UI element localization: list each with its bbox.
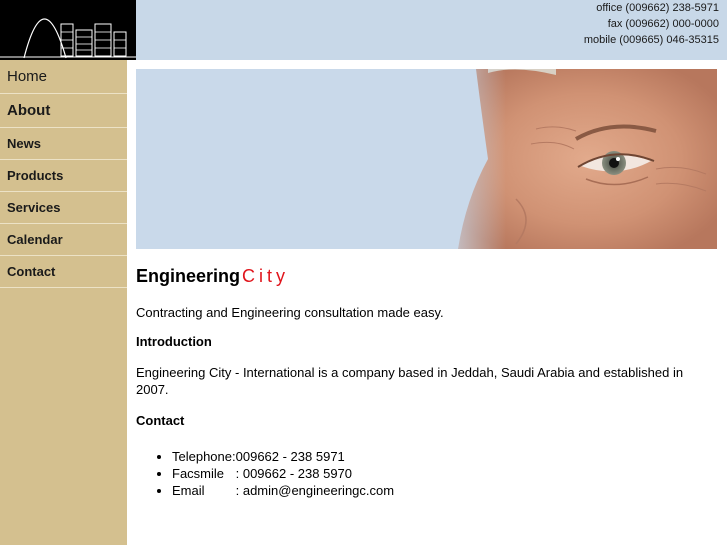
nav-calendar[interactable]: Calendar [0,224,127,256]
intro-text: Engineering City - International is a company based in Jeddah, Saudi Arabia and established in 2007. [136,365,684,397]
intro-heading: Introduction [136,334,212,349]
nav-services[interactable]: Services [0,192,127,224]
contact-label: Telephone: [172,449,236,464]
contact-label: Facsmile [172,466,225,481]
tagline: Contracting and Engineering consultation made easy. [136,305,444,320]
contact-list [136,448,696,499]
main-content [136,262,696,499]
list-item [172,482,696,499]
site-logo[interactable] [0,0,136,60]
nav-contact[interactable]: Contact [0,256,127,288]
contact-label: Email [172,483,205,498]
nav-news[interactable]: News [0,128,127,160]
title-engineering: Engineering [136,266,241,286]
header-contact-info [584,0,719,48]
list-item [172,448,696,465]
hero-banner [136,69,717,249]
contact-value: : 009662 - 238 5970 [235,466,353,481]
nav-products[interactable]: Products [0,160,127,192]
mobile-number: mobile (009665) 046-35315 [583,34,719,46]
contact-heading: Contact [136,413,185,428]
header-bar [136,0,727,60]
logo-graphic [0,0,136,60]
sidebar-nav [0,60,127,545]
fax-number: fax (009662) 000-0000 [607,18,719,30]
office-phone: office (009662) 238-5971 [596,2,719,14]
nav-about[interactable]: About [0,94,127,128]
list-item [172,465,696,482]
hero-face-image [136,69,717,249]
contact-value: 009662 - 238 5971 [235,449,345,464]
title-city: City [242,266,290,286]
contact-value[interactable]: : admin@engineeringc.com [235,483,395,498]
page-title [136,262,696,290]
nav-home[interactable]: Home [0,60,127,94]
